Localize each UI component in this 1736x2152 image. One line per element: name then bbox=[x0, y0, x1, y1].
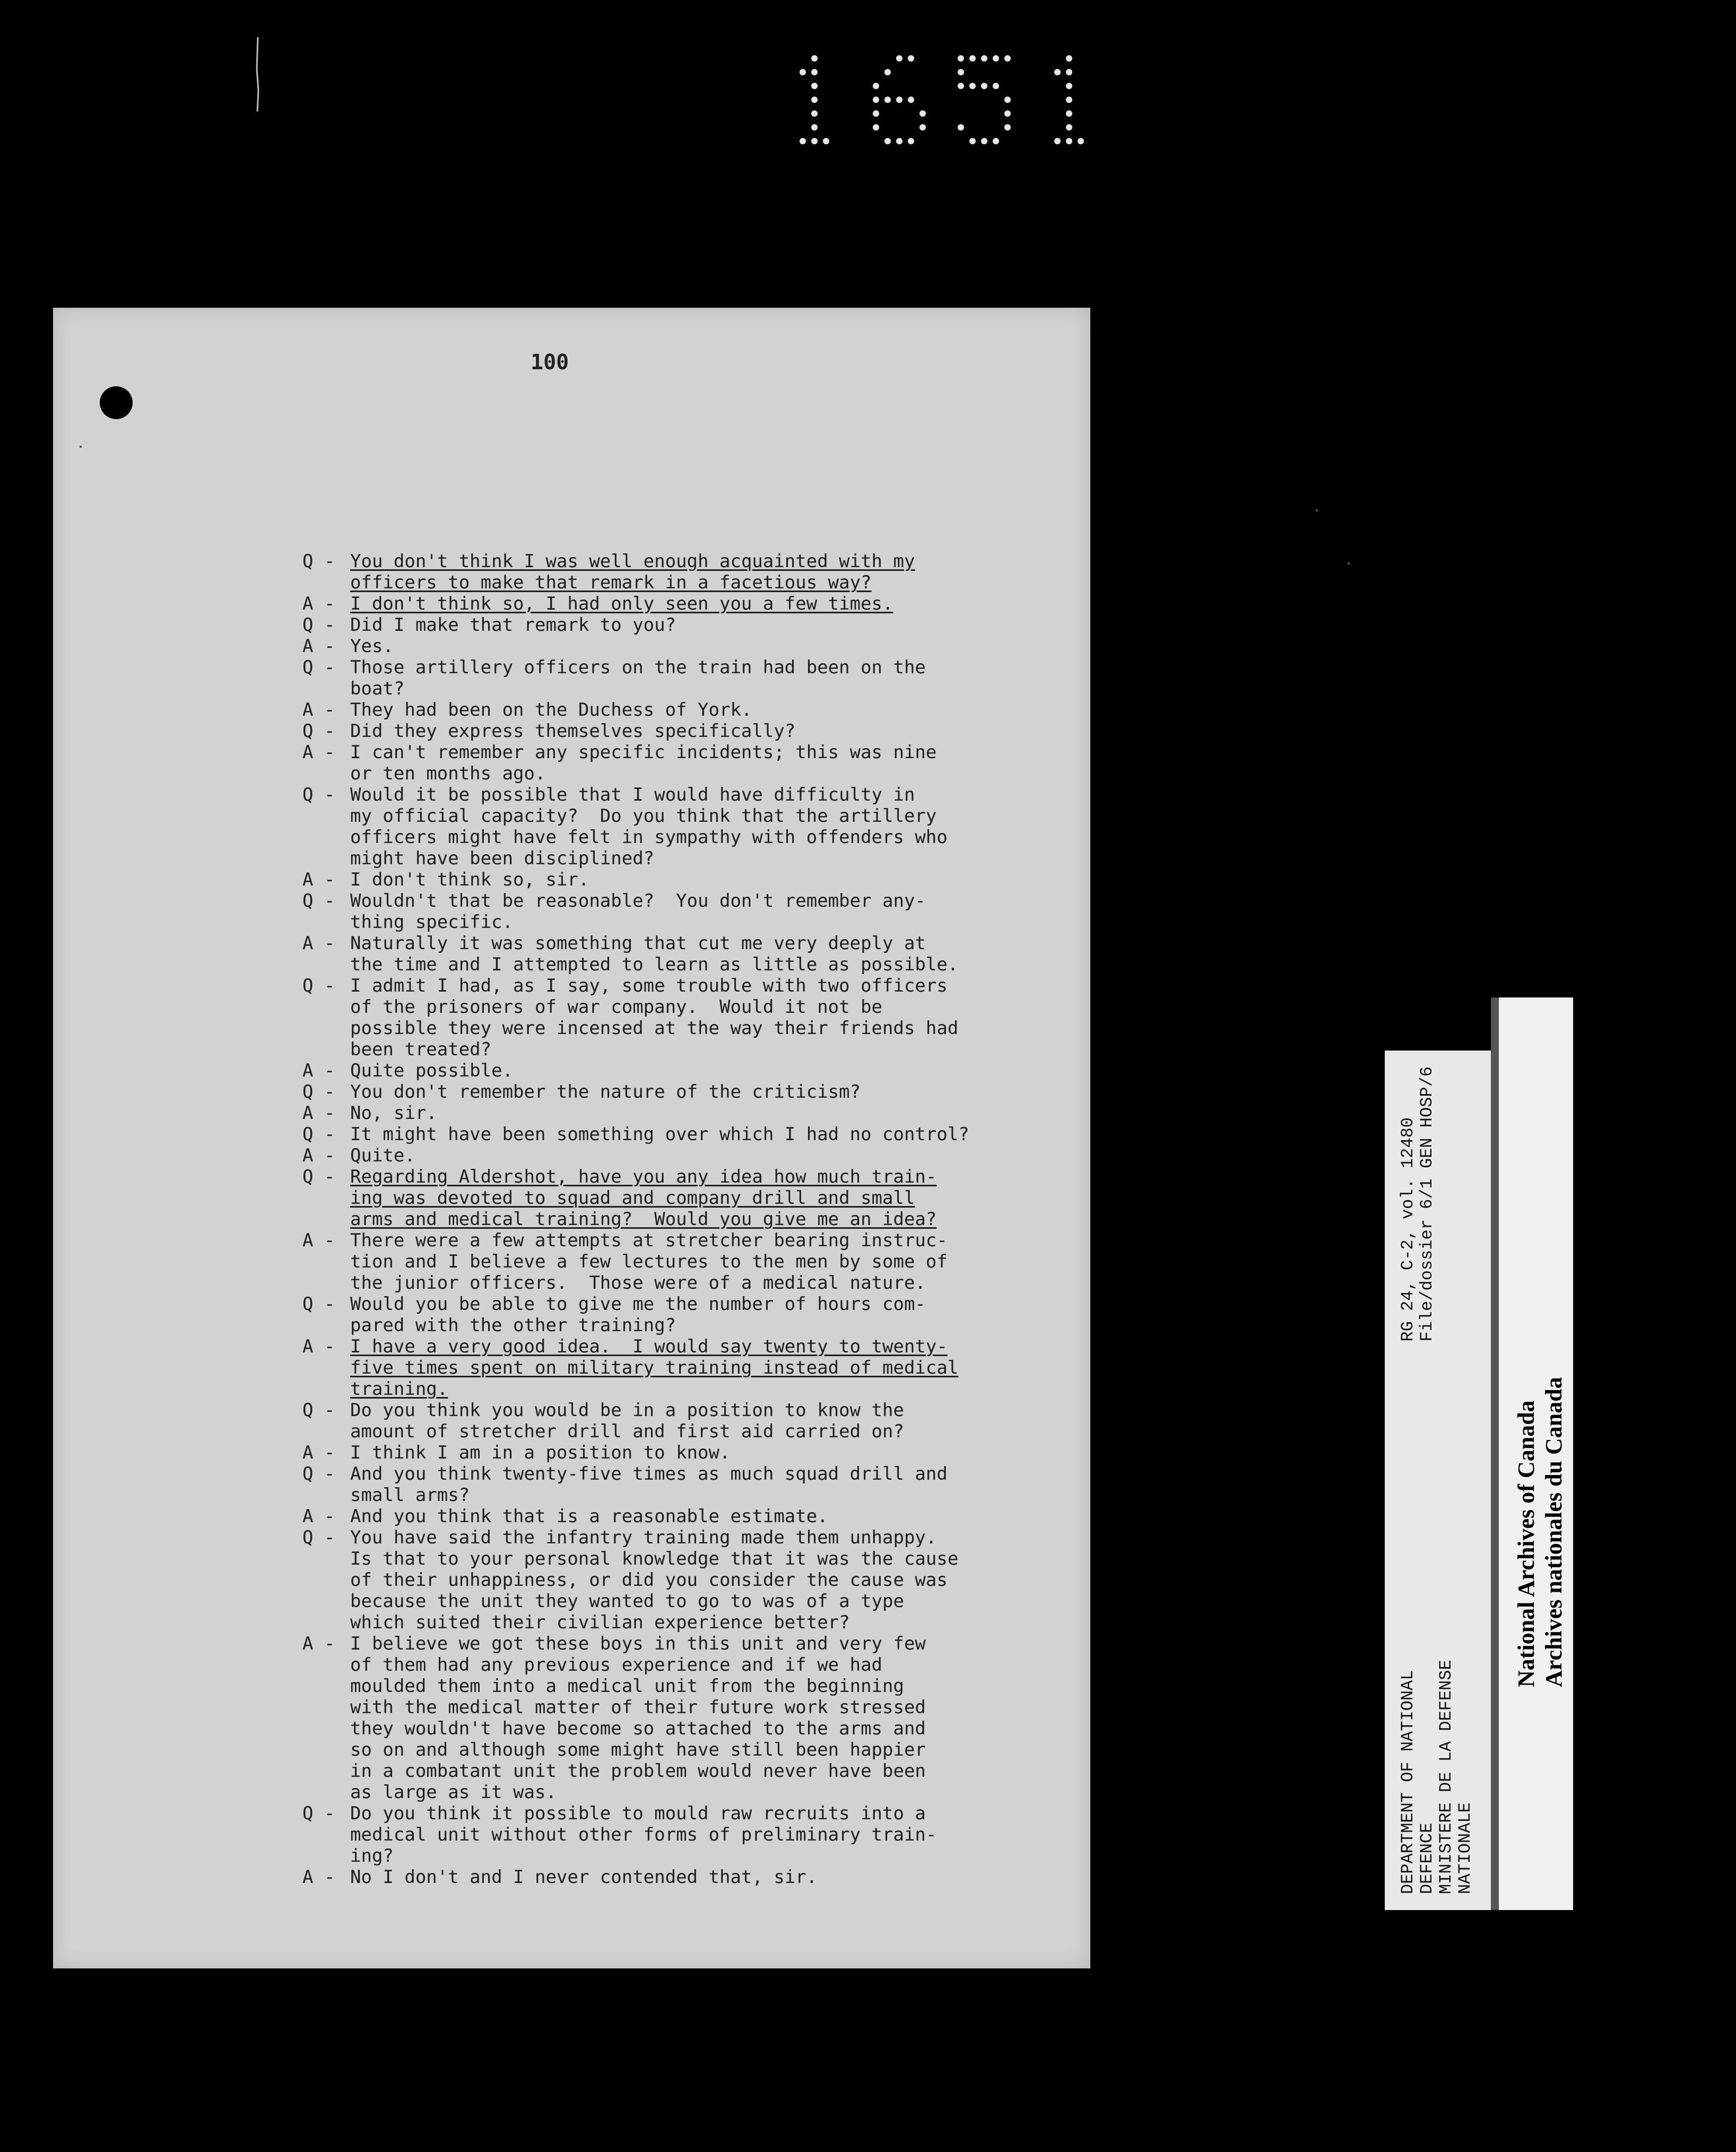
typed-line: five times spent on military training instead of medical bbox=[350, 1357, 959, 1378]
frame-digit bbox=[1054, 55, 1084, 144]
entry-lines bbox=[350, 1400, 1082, 1442]
speaker-marker: Q - bbox=[302, 551, 335, 572]
typed-line: I can't remember any specific incidents; this was nine bbox=[350, 742, 937, 763]
question-entry bbox=[302, 657, 1082, 699]
typed-line: And you think twenty-five times as much squad drill and bbox=[350, 1463, 948, 1485]
speaker-marker: Q - bbox=[302, 614, 335, 636]
speaker-marker: Q - bbox=[302, 1294, 335, 1315]
frame-digit bbox=[800, 55, 829, 144]
speaker-marker: Q - bbox=[302, 1166, 335, 1187]
typed-line: I don't think so, I had only seen you a few times. bbox=[350, 593, 893, 614]
answer-entry bbox=[302, 1506, 1082, 1527]
entry-lines bbox=[350, 657, 1082, 699]
archive-label-text bbox=[1399, 1066, 1475, 1894]
typed-line: Would it be possible that I would have difficulty in bbox=[350, 784, 915, 805]
speaker-marker: A - bbox=[302, 1442, 335, 1463]
speaker-marker: A - bbox=[302, 1145, 335, 1166]
entry-lines bbox=[350, 1803, 1082, 1867]
reference-column bbox=[1399, 1066, 1475, 1341]
punch-hole bbox=[100, 386, 133, 419]
answer-entry bbox=[302, 636, 1082, 657]
typed-line: so on and although some might have still been happier bbox=[350, 1739, 926, 1760]
department-line: DEFENCE bbox=[1417, 1823, 1437, 1894]
entry-lines bbox=[350, 1145, 1082, 1166]
entry-lines bbox=[350, 1166, 1082, 1230]
question-entry bbox=[302, 1400, 1082, 1442]
faint-signature-bleedthrough bbox=[82, 838, 94, 912]
typed-line: the time and I attempted to learn as little as possible. bbox=[350, 954, 959, 975]
typed-line: Quite. bbox=[350, 1145, 415, 1166]
typed-line: Is that to your personal knowledge that it was the cause bbox=[350, 1548, 959, 1569]
typed-line: in a combatant unit the problem would never have been bbox=[350, 1760, 926, 1782]
question-entry bbox=[302, 1463, 1082, 1506]
typed-line: They had been on the Duchess of York. bbox=[350, 699, 752, 721]
speaker-marker: Q - bbox=[302, 1527, 335, 1548]
speaker-marker: A - bbox=[302, 1230, 335, 1251]
typed-line: of them had any previous experience and if we had bbox=[350, 1654, 883, 1676]
typed-line: boat? bbox=[350, 678, 405, 699]
speaker-marker: A - bbox=[302, 1336, 335, 1357]
typed-line: the junior officers. Those were of a medical nature. bbox=[350, 1272, 926, 1294]
transcript bbox=[302, 551, 1082, 1888]
archive-brand-text bbox=[1513, 1210, 1568, 1687]
entry-lines bbox=[350, 1294, 1082, 1336]
entry-lines bbox=[350, 699, 1082, 721]
typed-line: Would you be able to give me the number of hours com- bbox=[350, 1294, 926, 1315]
answer-entry bbox=[302, 699, 1082, 721]
speaker-marker: A - bbox=[302, 699, 335, 721]
speaker-marker: A - bbox=[302, 1103, 335, 1124]
typed-line: they wouldn't have become so attached to the arms and bbox=[350, 1718, 926, 1739]
speaker-marker: Q - bbox=[302, 1124, 335, 1145]
question-entry bbox=[302, 614, 1082, 636]
question-entry bbox=[302, 1166, 1082, 1230]
typed-line: pared with the other training? bbox=[350, 1315, 676, 1336]
question-entry bbox=[302, 890, 1082, 933]
speaker-marker: A - bbox=[302, 742, 335, 763]
entry-lines bbox=[350, 551, 1082, 593]
answer-entry bbox=[302, 1336, 1082, 1400]
typed-line: You have said the infantry training made them unhappy. bbox=[350, 1527, 937, 1548]
answer-entry bbox=[302, 1867, 1082, 1888]
film-speck bbox=[80, 446, 82, 448]
entry-lines bbox=[350, 933, 1082, 975]
typed-line: training. bbox=[350, 1378, 448, 1400]
speaker-marker: A - bbox=[302, 1633, 335, 1654]
answer-entry bbox=[302, 1103, 1082, 1124]
typed-line: I don't think so, sir. bbox=[350, 869, 589, 890]
speaker-marker: Q - bbox=[302, 1463, 335, 1485]
typed-line: small arms? bbox=[350, 1485, 470, 1506]
department-line: DEPARTMENT OF NATIONAL bbox=[1398, 1670, 1418, 1894]
question-entry bbox=[302, 1527, 1082, 1633]
department-line: MINISTERE DE LA DEFENSE bbox=[1436, 1660, 1456, 1894]
entry-lines bbox=[350, 593, 1082, 614]
entry-lines bbox=[350, 1527, 1082, 1633]
typed-line: of the prisoners of war company. Would it not be bbox=[350, 996, 883, 1018]
answer-entry bbox=[302, 593, 1082, 614]
typed-line: I have a very good idea. I would say twenty to twenty- bbox=[350, 1336, 948, 1357]
entry-lines bbox=[350, 1103, 1082, 1124]
question-entry bbox=[302, 1124, 1082, 1145]
entry-lines bbox=[350, 784, 1082, 869]
speaker-marker: A - bbox=[302, 636, 335, 657]
question-entry bbox=[302, 1803, 1082, 1867]
typed-line: Those artillery officers on the train had been on the bbox=[350, 657, 926, 678]
page-number: 100 bbox=[531, 350, 569, 375]
entry-lines bbox=[350, 1633, 1082, 1803]
reference-line: File/dossier 6/1 GEN HOSP/6 bbox=[1417, 1066, 1437, 1342]
speaker-marker: Q - bbox=[302, 721, 335, 742]
speaker-marker: Q - bbox=[302, 975, 335, 996]
reference-line: RG 24, C-2, vol. 12480 bbox=[1398, 1117, 1418, 1342]
speaker-marker: A - bbox=[302, 933, 335, 954]
typed-line: officers might have felt in sympathy with offenders who bbox=[350, 827, 948, 848]
speaker-marker: Q - bbox=[302, 657, 335, 678]
frame-digit bbox=[873, 55, 926, 144]
typed-line: because the unit they wanted to go to was of a type bbox=[350, 1591, 904, 1612]
entry-lines bbox=[350, 1867, 1082, 1888]
speaker-marker: A - bbox=[302, 869, 335, 890]
typed-line: with the medical matter of their future work stressed bbox=[350, 1697, 926, 1718]
entry-lines bbox=[350, 721, 1082, 742]
question-entry bbox=[302, 1081, 1082, 1103]
entry-lines bbox=[350, 1442, 1082, 1463]
typed-line: Naturally it was something that cut me very deeply at bbox=[350, 933, 926, 954]
archive-brand-en: National Archives of Canada bbox=[1513, 1400, 1539, 1687]
question-entry bbox=[302, 721, 1082, 742]
answer-entry bbox=[302, 1230, 1082, 1294]
typed-line: or ten months ago. bbox=[350, 763, 546, 784]
typed-line: ing was devoted to squad and company drill and small bbox=[350, 1187, 915, 1209]
film-scratch bbox=[255, 37, 261, 111]
typed-line: Do you think you would be in a position to know the bbox=[350, 1400, 904, 1421]
answer-entry bbox=[302, 742, 1082, 784]
department-column bbox=[1399, 1660, 1475, 1894]
typed-line: Did I make that remark to you? bbox=[350, 614, 676, 636]
entry-lines bbox=[350, 1124, 1082, 1145]
entry-lines bbox=[350, 1463, 1082, 1506]
archive-brand-fr: Archives nationales du Canada bbox=[1541, 1377, 1567, 1687]
entry-lines bbox=[350, 890, 1082, 933]
answer-entry bbox=[302, 1060, 1082, 1081]
typed-line: medical unit without other forms of preliminary train- bbox=[350, 1824, 937, 1845]
typed-line: Yes. bbox=[350, 636, 394, 657]
typed-line: ing? bbox=[350, 1845, 394, 1867]
archive-brand-label bbox=[1499, 997, 1573, 1910]
typed-line: which suited their civilian experience better? bbox=[350, 1612, 850, 1633]
typed-line: arms and medical training? Would you give me an idea? bbox=[350, 1209, 937, 1230]
typed-line: I believe we got these boys in this unit and very few bbox=[350, 1633, 926, 1654]
question-entry bbox=[302, 784, 1082, 869]
entry-lines bbox=[350, 614, 1082, 636]
typed-line: moulded them into a medical unit from the beginning bbox=[350, 1676, 904, 1697]
speaker-marker: A - bbox=[302, 1506, 335, 1527]
question-entry bbox=[302, 975, 1082, 1060]
speaker-marker: Q - bbox=[302, 784, 335, 805]
typed-line: I admit I had, as I say, some trouble with two officers bbox=[350, 975, 948, 996]
answer-entry bbox=[302, 1633, 1082, 1803]
typed-line: of their unhappiness, or did you consider the cause was bbox=[350, 1569, 948, 1591]
question-entry bbox=[302, 551, 1082, 593]
typed-line: Quite possible. bbox=[350, 1060, 514, 1081]
film-speck bbox=[1316, 509, 1318, 511]
answer-entry bbox=[302, 869, 1082, 890]
typed-line: You don't remember the nature of the criticism? bbox=[350, 1081, 861, 1103]
speaker-marker: A - bbox=[302, 1867, 335, 1888]
typed-line: No I don't and I never contended that, sir. bbox=[350, 1867, 818, 1888]
typed-line: possible they were incensed at the way their friends had bbox=[350, 1018, 959, 1039]
speaker-marker: A - bbox=[302, 1060, 335, 1081]
typed-line: Regarding Aldershot, have you any idea how much train- bbox=[350, 1166, 937, 1187]
typed-line: It might have been something over which I had no control? bbox=[350, 1124, 969, 1145]
typed-line: might have been disciplined? bbox=[350, 848, 655, 869]
speaker-marker: Q - bbox=[302, 1081, 335, 1103]
department-line: NATIONALE bbox=[1455, 1802, 1475, 1894]
question-entry bbox=[302, 1294, 1082, 1336]
entry-lines bbox=[350, 869, 1082, 890]
typed-page bbox=[53, 308, 1090, 1968]
speaker-marker: Q - bbox=[302, 1803, 335, 1824]
typed-line: Did they express themselves specifically? bbox=[350, 721, 796, 742]
typed-line: I think I am in a position to know. bbox=[350, 1442, 731, 1463]
typed-line: my official capacity? Do you think that the artillery bbox=[350, 805, 937, 827]
typed-line: been treated? bbox=[350, 1039, 492, 1060]
typed-line: You don't think I was well enough acquainted with my bbox=[350, 551, 915, 572]
entry-lines bbox=[350, 742, 1082, 784]
typed-line: officers to make that remark in a facetious way? bbox=[350, 572, 872, 593]
typed-line: Wouldn't that be reasonable? You don't remember any- bbox=[350, 890, 926, 912]
entry-lines bbox=[350, 1506, 1082, 1527]
entry-lines bbox=[350, 1336, 1082, 1400]
typed-line: tion and I believe a few lectures to the men by some of bbox=[350, 1251, 948, 1272]
entry-lines bbox=[350, 1230, 1082, 1294]
archive-label bbox=[1385, 1051, 1491, 1910]
answer-entry bbox=[302, 1442, 1082, 1463]
answer-entry bbox=[302, 933, 1082, 975]
answer-entry bbox=[302, 1145, 1082, 1166]
film-speck bbox=[1348, 562, 1350, 565]
entry-lines bbox=[350, 1060, 1082, 1081]
typed-line: And you think that is a reasonable estimate. bbox=[350, 1506, 828, 1527]
speaker-marker: Q - bbox=[302, 1400, 335, 1421]
entry-lines bbox=[350, 975, 1082, 1060]
typed-line: No, sir. bbox=[350, 1103, 437, 1124]
typed-line: There were a few attempts at stretcher bearing instruc- bbox=[350, 1230, 948, 1251]
speaker-marker: A - bbox=[302, 593, 335, 614]
typed-line: as large as it was. bbox=[350, 1782, 557, 1803]
frame-number-stencil bbox=[785, 53, 1125, 154]
speaker-marker: Q - bbox=[302, 890, 335, 912]
entry-lines bbox=[350, 1081, 1082, 1103]
entry-lines bbox=[350, 636, 1082, 657]
frame-digit bbox=[958, 55, 1011, 144]
typed-line: thing specific. bbox=[350, 912, 514, 933]
typed-line: Do you think it possible to mould raw recruits into a bbox=[350, 1803, 926, 1824]
typed-line: amount of stretcher drill and first aid carried on? bbox=[350, 1421, 904, 1442]
